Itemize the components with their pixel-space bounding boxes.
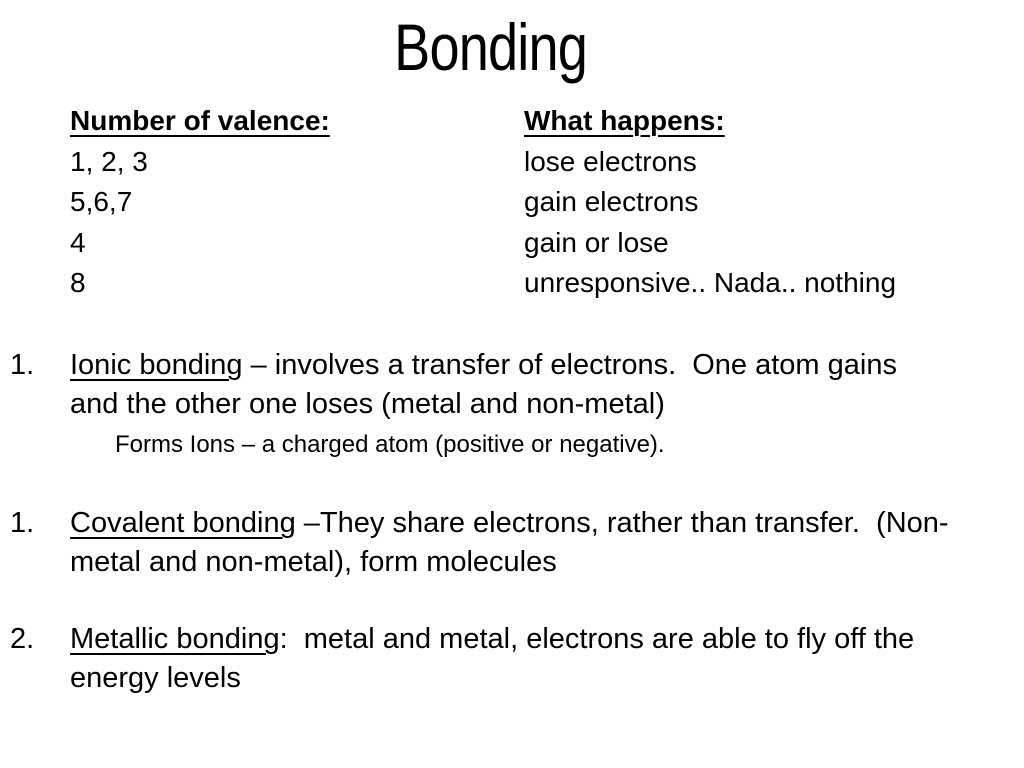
list-item-number: 1.: [10, 507, 35, 539]
list-item-line2: and the other one loses (metal and non-metal): [70, 388, 665, 420]
list-item-covalent-bonding: [10, 504, 1018, 582]
ionic-bonding-note: Forms Ions – a charged atom (positive or negative).: [115, 431, 665, 458]
list-item-line1: [70, 346, 1018, 385]
term-covalent-bonding: Covalent bonding: [70, 507, 296, 539]
valence-column-header: Number of valence:: [70, 105, 330, 136]
slide-title: [0, 8, 982, 86]
list-item-line2: metal and non-metal), form molecules: [70, 546, 557, 578]
list-item-number: 1.: [10, 349, 35, 381]
list-item-body: [70, 346, 1018, 460]
list-item-text: : metal and metal, electrons are able to fly off the: [279, 623, 915, 655]
what-happens-column: [524, 101, 896, 304]
valence-cell: 1, 2, 3: [70, 145, 148, 177]
term-metallic-bonding: Metallic bonding: [70, 623, 280, 655]
what-happens-column-header: What happens:: [524, 105, 725, 136]
term-ionic-bonding: Ionic bonding: [70, 349, 243, 381]
valence-cell: 5,6,7: [70, 186, 133, 217]
valence-cell: 8: [70, 267, 86, 298]
valence-cell: 4: [70, 226, 86, 258]
slide-title-text: Bonding: [394, 10, 588, 84]
valence-column: [70, 101, 330, 304]
list-item-body: [70, 620, 1018, 698]
happens-cell: lose electrons: [524, 145, 697, 177]
happens-cell: gain electrons: [524, 186, 699, 217]
list-item-text: – involves a transfer of electrons. One atom gains: [242, 349, 897, 381]
list-item-number: 2.: [10, 623, 35, 655]
list-item-text: –They share electrons, rather than transfer. (Non-: [295, 507, 949, 539]
list-item-line1: [70, 504, 1018, 543]
list-item-line1: [70, 620, 1018, 659]
list-item-metallic-bonding: [10, 620, 1018, 698]
happens-cell: unresponsive.. Nada.. nothing: [524, 267, 897, 298]
list-item-body: [70, 504, 1018, 582]
list-item-ionic-bonding: [10, 346, 1018, 460]
happens-cell: gain or lose: [524, 226, 669, 258]
list-item-line2: energy levels: [70, 662, 241, 694]
